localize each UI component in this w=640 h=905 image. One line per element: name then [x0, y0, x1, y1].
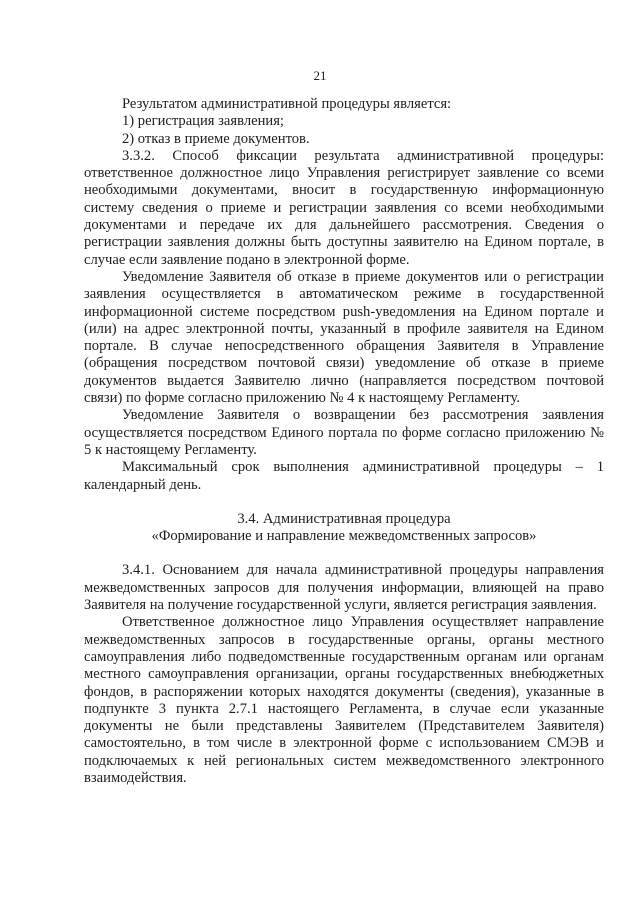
list-item-refusal: 2) отказ в приеме документов.	[122, 130, 310, 147]
paragraph-notification-return: Уведомление Заявителя о возвращении без рассмотрения заявления осуществляется посредством Единого портала по форме согласно приложению № 5 к настоящему Регламенту.	[84, 407, 604, 458]
paragraph-max-term: Максимальный срок выполнения административной процедуры – 1 календарный день.	[84, 459, 604, 493]
paragraph-interagency-requests: Ответственное должностное лицо Управления осуществляет направление межведомственных запросов в государственные органы, органы местного самоуправления либо подведомственные государственным органам или органам местного самоуправления организации, органы государственных внебюджетных фондов, в распоряжении которых находятся документы (сведения), указанные в подпункте 3 пункта 2.7.1 настоящего Регламента, в случае если указанные документы не были представлены Заявителем (Представителем Заявителя) самостоятельно, в том числе в электронной форме с использованием СМЭВ и подключаемых к ней региональных систем межведомственного электронного взаимодействия.	[84, 614, 604, 786]
paragraph-notification-refusal: Уведомление Заявителя об отказе в приеме документов или о регистрации заявления осуществляется в автоматическом режиме в государственной информационной системе посредством push-уведомления на Едином портале и (или) на адрес электронной почты, указанный в профиле заявителя на Едином портале. В случае непосредственного обращения Заявителя в Управление (обращения посредством почтовой связи) уведомление об отказе в приеме документов выдается Заявителю лично (направляется посредством почтовой связи) по форме согласно приложению № 4 к настоящему Регламенту.	[84, 268, 604, 407]
page-number: 21	[313, 68, 327, 83]
paragraph-3-3-2: 3.3.2. Способ фиксации результата административной процедуры: ответственное должностное лицо Управления регистрирует заявление со всеми необходимыми документами, вносит в государственную информационную систему сведения о приеме и регистрации заявления со всеми необходимыми документами и передаче их для дальнейшего рассмотрения. Сведения о регистрации заявления должны быть доступны заявителю на Едином портале, в случае если заявление подано в электронной форме.	[84, 147, 604, 268]
document-body	[84, 96, 604, 787]
paragraph-result-intro: Результатом административной процедуры является:	[122, 96, 452, 112]
section-subheading-3-4: «Формирование и направление межведомственных запросов»	[151, 528, 537, 545]
section-heading-3-4: 3.4. Административная процедура	[237, 510, 451, 527]
list-item-registration: 1) регистрация заявления;	[122, 113, 284, 130]
paragraph-3-4-1: 3.4.1. Основанием для начала административной процедуры направления межведомственных запросов для получения информации, влияющей на право Заявителя на получение государственной услуги, является регистрация заявления.	[84, 562, 604, 614]
